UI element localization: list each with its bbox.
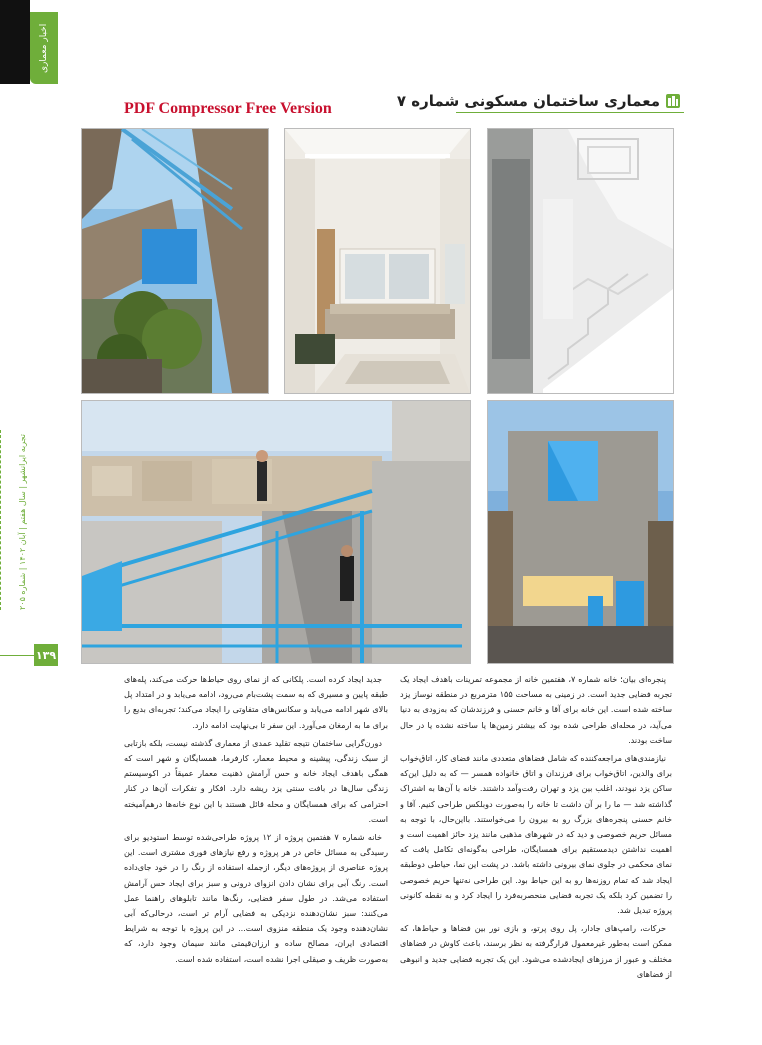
photo-rooftop-blue-stair: [81, 400, 471, 664]
paragraph: حرکات، رامپ‌های جادار، پل روی پرتو، و بازی نور بین فضاها و حیاط‌ها، که ممکن است به‌طور غیرمعمول قرارگرفته به نظر برسند، باعث کاوش در فضاهای مختلف و عبور از مرزهای ایجادشده می‌شود. این یک تجربه فضایی جدید و انبوهی از فضاهای: [400, 923, 672, 979]
running-footer: تجربه ایرانشهر | سال هفتم | آبان ۱۴۰۲ | شماره ۲۰۵: [18, 433, 27, 610]
paragraph: نیازمندی‌های مراجعه‌کننده که شامل فضاهای متعددی مانند فضای کار، اتاق‌خواب برای والدین، اتاق‌خواب برای فرزندان و اتاق خانواده همسر — که به دلیل این‌که ساکن یزد نبودند، اغلب بین یزد و تهران رفت‌وآمد داشتند. خانه با آن‌ها به اشتراک گذاشته شد — ما را بر آن داشت تا خانه را به‌صورت دوبلکس طراحی کنیم. آقا و خانم حسنی پنجره‌های بزرگ رو به بیرون را می‌خواستند. بااین‌حال، با توجه به مسائل حریم خصوصی و دید که در شهرهای مذهبی مانند یزد حائز اهمیت است و اهمیت نداشتن دیدمستقیم برای همسایگان، طراحی به‌گونه‌ای تکامل یافت که نمای محکمی در جلوی نمای بیرونی داشته باشد. در پشت این نما، حیاطی دوطبقه ایجاد شد که تمام روزنه‌ها رو به این حیاط بود. این طراحی نه‌تنها حریم خصوصی را تضمین کرد بلکه یک تجربه فضایی منحصربه‌فرد را ایجاد کرد و به نقطه کانونی پروژه تبدیل شد.: [400, 753, 672, 916]
photo-courtyard-looking-up: [81, 128, 269, 394]
side-dotted-rule: [0, 430, 7, 610]
paragraph: خانه شماره ۷ هفتمین پروژه از ۱۲ پروژه طراحی‌شده توسط استودیو برای رسیدگی به مسائل خاص در هر پروژه و رفع نیازهای فوری مشتری است. این پروژه عناصری از پروژه‌های دیگر، ازجمله استفاده از رنگ را در خود جای‌داده است. رنگ آبی برای نشان دادن انزوای درونی و سبز برای ایجاد حس آرامش استفاده می‌شد. در طول سفر فضایی، رنگ‌ها مانند تابلوهای راهنما عمل می‌کنند: سبز نشان‌دهنده نزدیکی به فضایی آرام تر است، درحالی‌که آبی نشان‌دهنده وجود یک منطقه منزوی است... در این پروژه با توجه به شرایط اقتصادی ایران، مصالح ساده و ارزان‌قیمتی مانند سیمان وجود دارد، که به‌صورت ظریف و صیقلی اجرا نشده است، استفاده شده است.: [124, 832, 388, 964]
section-tab: [0, 0, 58, 84]
text-column-left: [124, 672, 388, 972]
paragraph: پنجره‌ای بیان؛ خانه شماره ۷، هفتمین خانه از مجموعه تمرینات باهدف ایجاد یک تجربه فضایی جدید است. در زمینی به مساحت ۱۵۵ مترمربع در منطقه نوساز یزد ساخته شده است. این خانه برای آقا و خانم حسنی و فرزندشان که به‌زودی به دنیا می‌آید، در محله‌ای طراحی شده بود که بیشتر زمین‌ها یا ساخته نشده یا در حال ساخت بودند.: [400, 674, 672, 745]
photo-living-room: [284, 128, 471, 394]
title-underline: [456, 112, 684, 113]
photo-facade-night: [487, 400, 674, 664]
building-icon: [666, 94, 680, 108]
text-column-right: [400, 672, 672, 1038]
page-number-rule: [0, 655, 34, 656]
paragraph: دورن‌گرایی ساختمان نتیجه تقلید عمدی از معماری گذشته نیست، بلکه بازتابی از سبک زندگی، پیشینه و محیط معمار، کارفرما، همسایگان و شهر است که همگی باهدف ایجاد خانه و حس آرامش ذهنیت معمار عمیقاً در اکوسیستم زندگی سال‌ها در بافت سنتی یزد ریشه دارد. افکار و تفکرات آن‌ها در کنار احترامی که برای همسایگان و محله قائل هستند با این نوع خانه‌ها درهم‌آمیخته است.: [124, 737, 388, 824]
section-tab-label: اخبار معماری: [39, 23, 49, 73]
photo-staircase-white: [487, 128, 674, 394]
paragraph: جدید ایجاد کرده است. پلکانی که از نمای روی حیاط‌ها حرکت می‌کند، پله‌های طبقه پایین و مسیری که به سمت پشت‌بام می‌رود، ادامه می‌یابد و در امتداد پل بالای شهر ادامه می‌یابد و سکانس‌های متفاوتی را ایجاد می‌کند؛ تجربه‌ای بدیع را برای ما به ارمغان می‌آورد. این سفر تا بی‌نهایت ادامه دارد.: [124, 674, 388, 730]
page-number: ۱۳۹: [34, 644, 58, 666]
page-title: معماری ساختمان مسکونی شماره ۷: [396, 92, 660, 110]
article-title-block: [397, 92, 680, 110]
watermark: PDF Compressor Free Version: [124, 100, 332, 117]
